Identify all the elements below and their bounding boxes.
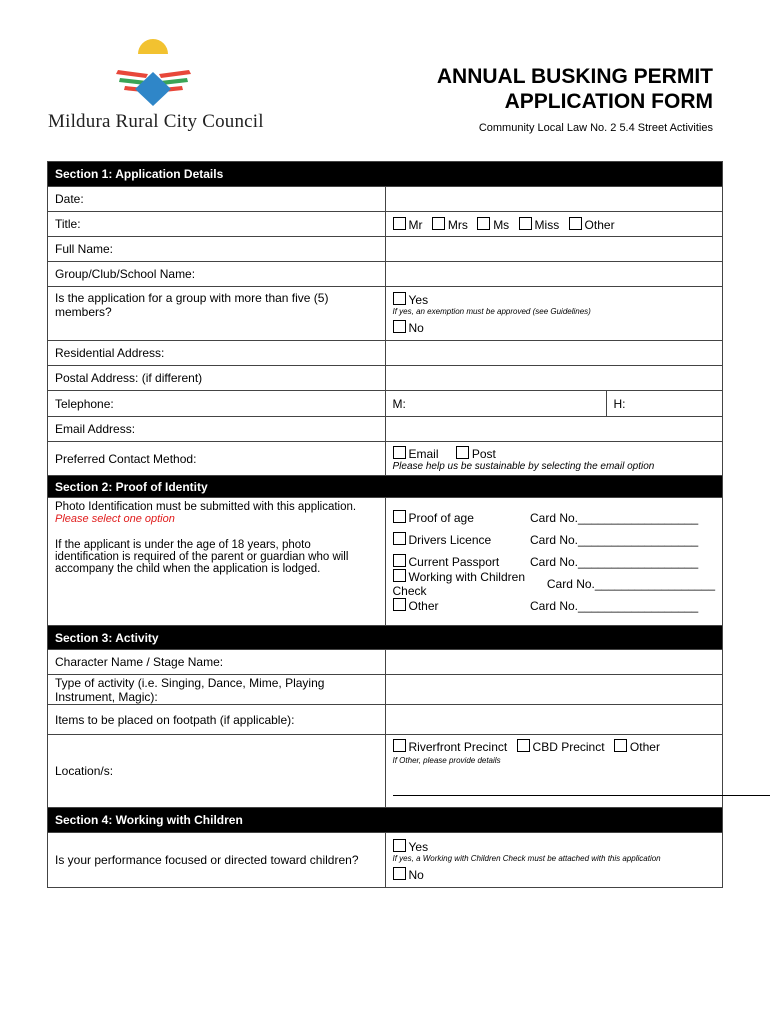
contact-note: Please help us be sustainable by selecting the email option [392,460,655,472]
group-yes-note: If yes, an exemption must be approved (see Guidelines) [392,307,591,316]
telephone-fields [385,391,723,417]
id-drivers-licence-checkbox[interactable] [393,532,406,545]
group-no-checkbox[interactable] [393,320,406,333]
under-18-note: If the applicant is under the age of 18 years, photo identification is required of the parent or guardian who will accompany the child when the application is lodged. [55,539,349,575]
title-other-checkbox[interactable] [569,217,582,230]
children-options [385,833,723,888]
children-yes-checkbox[interactable] [393,839,406,852]
id-row [393,507,716,529]
section-2-header: Section 2: Proof of Identity [48,476,723,498]
footpath-items-label: Items to be placed on footpath (if applicable): [48,705,386,735]
children-yes-note: If yes, a Working with Children Check must be attached with this application [392,853,661,863]
section-4-header: Section 4: Working with Children [48,808,723,833]
form-header [437,64,713,134]
card-number-field[interactable]: Card No.__________________ [530,554,699,569]
telephone-label: Telephone: [48,391,386,417]
activity-type-label: Type of activity (i.e. Singing, Dance, Mime, Playing Instrument, Magic): [48,675,386,705]
postal-address-label: Postal Address: (if different) [48,366,386,391]
contact-post-label: Post [471,446,496,461]
title-miss-label: Miss [534,217,560,232]
title-mrs-label: Mrs [447,217,468,232]
form-title-line1: ANNUAL BUSKING PERMIT [436,65,713,88]
section-1-header: Section 1: Application Details [48,162,723,187]
council-name: Mildura Rural City Council [48,111,264,132]
group-name-field[interactable] [385,262,723,287]
group-yes-checkbox[interactable] [393,292,406,305]
card-number-field[interactable]: Card No.__________________ [530,598,699,613]
children-question: Is your performance focused or directed toward children? [48,833,386,888]
id-label: Current Passport [408,555,500,569]
title-label: Title: [48,212,386,237]
children-yes-label: Yes [408,839,429,854]
group-size-options [385,287,723,341]
title-mrs-checkbox[interactable] [432,217,445,230]
home-phone-field[interactable] [607,397,626,411]
location-riverfront-label: Riverfront Precinct [408,740,508,754]
id-passport-checkbox[interactable] [393,554,406,567]
children-no-checkbox[interactable] [393,867,406,880]
location-details-line[interactable] [393,794,770,796]
location-cbd-label: CBD Precinct [532,740,605,754]
title-options [385,212,723,237]
identity-intro: Photo Identification must be submitted with this application. [55,501,357,513]
activity-type-field[interactable] [385,675,723,705]
id-other-checkbox[interactable] [393,598,406,611]
residential-address-field[interactable] [385,341,723,366]
group-name-label: Group/Club/School Name: [48,262,386,287]
identity-options [385,498,723,626]
group-size-question: Is the application for a group with more than five (5) members? [48,287,386,341]
contact-post-checkbox[interactable] [456,446,469,459]
location-label: Location/s: [48,735,386,808]
email-address-label: Email Address: [48,417,386,442]
contact-method-options [385,442,723,476]
group-yes-label: Yes [408,293,429,307]
location-other-note: If Other, please provide details [392,756,501,765]
date-label: Date: [48,187,386,212]
location-other-label: Other [629,740,660,754]
contact-email-label: Email [408,446,439,461]
email-address-field[interactable] [385,417,723,442]
id-label: Proof of age [408,511,474,525]
select-one-note: Please select one option [55,513,175,525]
id-label: Working with Children Check [392,570,525,598]
residential-address-label: Residential Address: [48,341,386,366]
application-form [47,161,723,888]
form-subtitle: Community Local Law No. 2 5.4 Street Activities [478,122,713,134]
location-riverfront-checkbox[interactable] [393,739,406,752]
title-mr-checkbox[interactable] [393,217,406,230]
postal-address-field[interactable] [385,366,723,391]
title-miss-checkbox[interactable] [519,217,532,230]
group-no-label: No [408,321,424,335]
location-other-checkbox[interactable] [614,739,627,752]
card-number-field[interactable]: Card No.__________________ [530,510,699,525]
children-no-label: No [408,867,424,882]
location-cbd-checkbox[interactable] [517,739,530,752]
mobile-field[interactable] [386,391,607,416]
character-name-field[interactable] [385,650,723,675]
card-number-field[interactable]: Card No.__________________ [546,576,716,591]
form-title-line2: APPLICATION FORM [504,90,713,113]
id-label: Other [408,599,439,613]
footpath-items-field[interactable] [385,705,723,735]
card-number-field[interactable]: Card No.__________________ [530,532,699,547]
location-options [385,735,723,808]
home-phone-label: H: [613,396,626,411]
date-field[interactable] [385,187,723,212]
character-name-label: Character Name / Stage Name: [48,650,386,675]
id-label: Drivers Licence [408,533,492,547]
mobile-label: M: [392,396,406,411]
title-other-label: Other [584,217,615,232]
id-row [393,529,716,551]
title-ms-label: Ms [493,217,510,232]
full-name-field[interactable] [385,237,723,262]
id-proof-of-age-checkbox[interactable] [393,510,406,523]
full-name-label: Full Name: [48,237,386,262]
identity-instructions [48,498,386,626]
contact-method-label: Preferred Contact Method: [48,442,386,476]
contact-email-checkbox[interactable] [393,446,406,459]
id-row [392,570,716,598]
id-wwc-checkbox[interactable] [393,569,406,582]
title-mr-label: Mr [408,217,423,232]
title-ms-checkbox[interactable] [477,217,490,230]
section-3-header: Section 3: Activity [48,626,723,650]
